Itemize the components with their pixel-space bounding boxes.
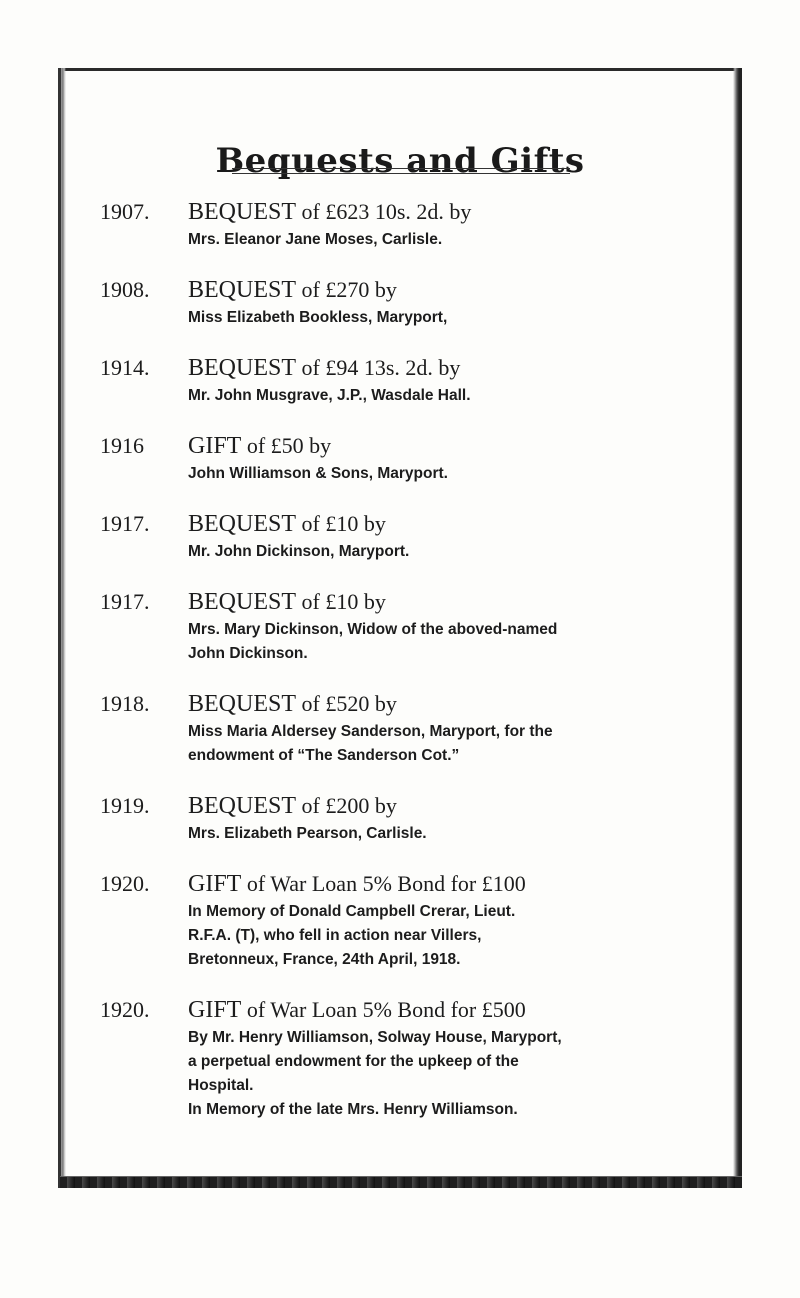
entry-amount: of £270 by bbox=[301, 277, 397, 302]
entry-amount: of £10 by bbox=[301, 511, 386, 536]
entry-detail-line: John Dickinson. bbox=[188, 645, 308, 662]
entry-year: 1907. bbox=[100, 199, 150, 224]
entry-year: 1919. bbox=[100, 793, 150, 818]
entry-heading bbox=[188, 792, 740, 820]
entry-detail-line: By Mr. Henry Williamson, Solway House, Maryport, bbox=[188, 1029, 562, 1046]
entry-detail-line: Miss Maria Aldersey Sanderson, Maryport, for the bbox=[188, 723, 553, 740]
entry-heading bbox=[188, 432, 740, 460]
bequest-list bbox=[100, 198, 740, 1146]
entry-kind: GIFT bbox=[188, 871, 242, 897]
entry-detail-line: Mr. John Dickinson, Maryport. bbox=[188, 543, 410, 560]
entry-amount: of £94 13s. 2d. by bbox=[301, 355, 461, 380]
entry-detail-line: Mr. John Musgrave, J.P., Wasdale Hall. bbox=[188, 387, 471, 404]
bequest-entry bbox=[100, 354, 740, 408]
entry-detail-line: Mrs. Elizabeth Pearson, Carlisle. bbox=[188, 825, 427, 842]
bequest-entry bbox=[100, 588, 740, 666]
entry-kind: BEQUEST bbox=[188, 793, 296, 819]
entry-heading bbox=[188, 870, 740, 898]
entry-heading bbox=[188, 276, 740, 304]
entry-detail-line: a perpetual endowment for the upkeep of the bbox=[188, 1053, 519, 1070]
entry-amount: of War Loan 5% Bond for £100 bbox=[246, 871, 526, 896]
bequest-entry bbox=[100, 996, 740, 1122]
entry-detail-line: In Memory of the late Mrs. Henry Williamson. bbox=[188, 1101, 518, 1118]
entry-detail-line: John Williamson & Sons, Maryport. bbox=[188, 465, 448, 482]
entry-heading bbox=[188, 354, 740, 382]
entry-heading bbox=[188, 588, 740, 616]
entry-donor-details bbox=[188, 1026, 728, 1122]
entry-detail-line: Bretonneux, France, 24th April, 1918. bbox=[188, 951, 461, 968]
bequest-entry bbox=[100, 510, 740, 564]
bequest-entry bbox=[100, 870, 740, 972]
entry-donor-details bbox=[188, 822, 728, 846]
entry-donor-details bbox=[188, 618, 728, 666]
entry-kind: BEQUEST bbox=[188, 691, 296, 717]
entry-amount: of £10 by bbox=[301, 589, 386, 614]
entry-kind: BEQUEST bbox=[188, 277, 296, 303]
entry-amount: of War Loan 5% Bond for £500 bbox=[246, 997, 526, 1022]
entry-kind: BEQUEST bbox=[188, 511, 296, 537]
entry-detail-line: Mrs. Mary Dickinson, Widow of the aboved-named bbox=[188, 621, 558, 638]
bequest-entry bbox=[100, 276, 740, 330]
entry-year: 1917. bbox=[100, 511, 150, 536]
entry-detail-line: Miss Elizabeth Bookless, Maryport, bbox=[188, 309, 448, 326]
entry-kind: GIFT bbox=[188, 433, 242, 459]
page-title: Bequests and Gifts bbox=[215, 140, 585, 181]
entry-year: 1908. bbox=[100, 277, 150, 302]
entry-amount: of £520 by bbox=[301, 691, 397, 716]
bequest-entry bbox=[100, 690, 740, 768]
entry-heading bbox=[188, 198, 740, 226]
entry-detail-line: In Memory of Donald Campbell Crerar, Lieut. bbox=[188, 903, 516, 920]
bequest-entry bbox=[100, 198, 740, 252]
entry-heading bbox=[188, 510, 740, 538]
entry-heading bbox=[188, 996, 740, 1024]
entry-kind: GIFT bbox=[188, 997, 242, 1023]
entry-donor-details bbox=[188, 900, 728, 972]
entry-donor-details bbox=[188, 228, 728, 252]
bequest-entry bbox=[100, 432, 740, 486]
entry-amount: of £50 by bbox=[246, 433, 332, 458]
bequest-entry bbox=[100, 792, 740, 846]
entry-year: 1918. bbox=[100, 691, 150, 716]
entry-detail-line: Hospital. bbox=[188, 1077, 254, 1094]
entry-donor-details bbox=[188, 384, 728, 408]
entry-kind: BEQUEST bbox=[188, 589, 296, 615]
entry-year: 1914. bbox=[100, 355, 150, 380]
entry-detail-line: R.F.A. (T), who fell in action near Villers, bbox=[188, 927, 482, 944]
frame-bottom-edge bbox=[60, 1176, 742, 1188]
entry-kind: BEQUEST bbox=[188, 355, 296, 381]
title-double-rule bbox=[232, 168, 570, 174]
entry-year: 1920. bbox=[100, 871, 150, 896]
entry-amount: of £200 by bbox=[301, 793, 397, 818]
entry-amount: of £623 10s. 2d. by bbox=[301, 199, 472, 224]
entry-detail-line: Mrs. Eleanor Jane Moses, Carlisle. bbox=[188, 231, 443, 248]
entry-donor-details bbox=[188, 306, 728, 330]
frame-left-edge bbox=[58, 68, 66, 1188]
entry-heading bbox=[188, 690, 740, 718]
entry-year: 1920. bbox=[100, 997, 150, 1022]
entry-kind: BEQUEST bbox=[188, 199, 296, 225]
entry-donor-details bbox=[188, 540, 728, 564]
entry-year: 1916 bbox=[100, 433, 144, 458]
entry-donor-details bbox=[188, 720, 728, 768]
entry-detail-line: endowment of “The Sanderson Cot.” bbox=[188, 747, 460, 764]
entry-donor-details bbox=[188, 462, 728, 486]
entry-year: 1917. bbox=[100, 589, 150, 614]
